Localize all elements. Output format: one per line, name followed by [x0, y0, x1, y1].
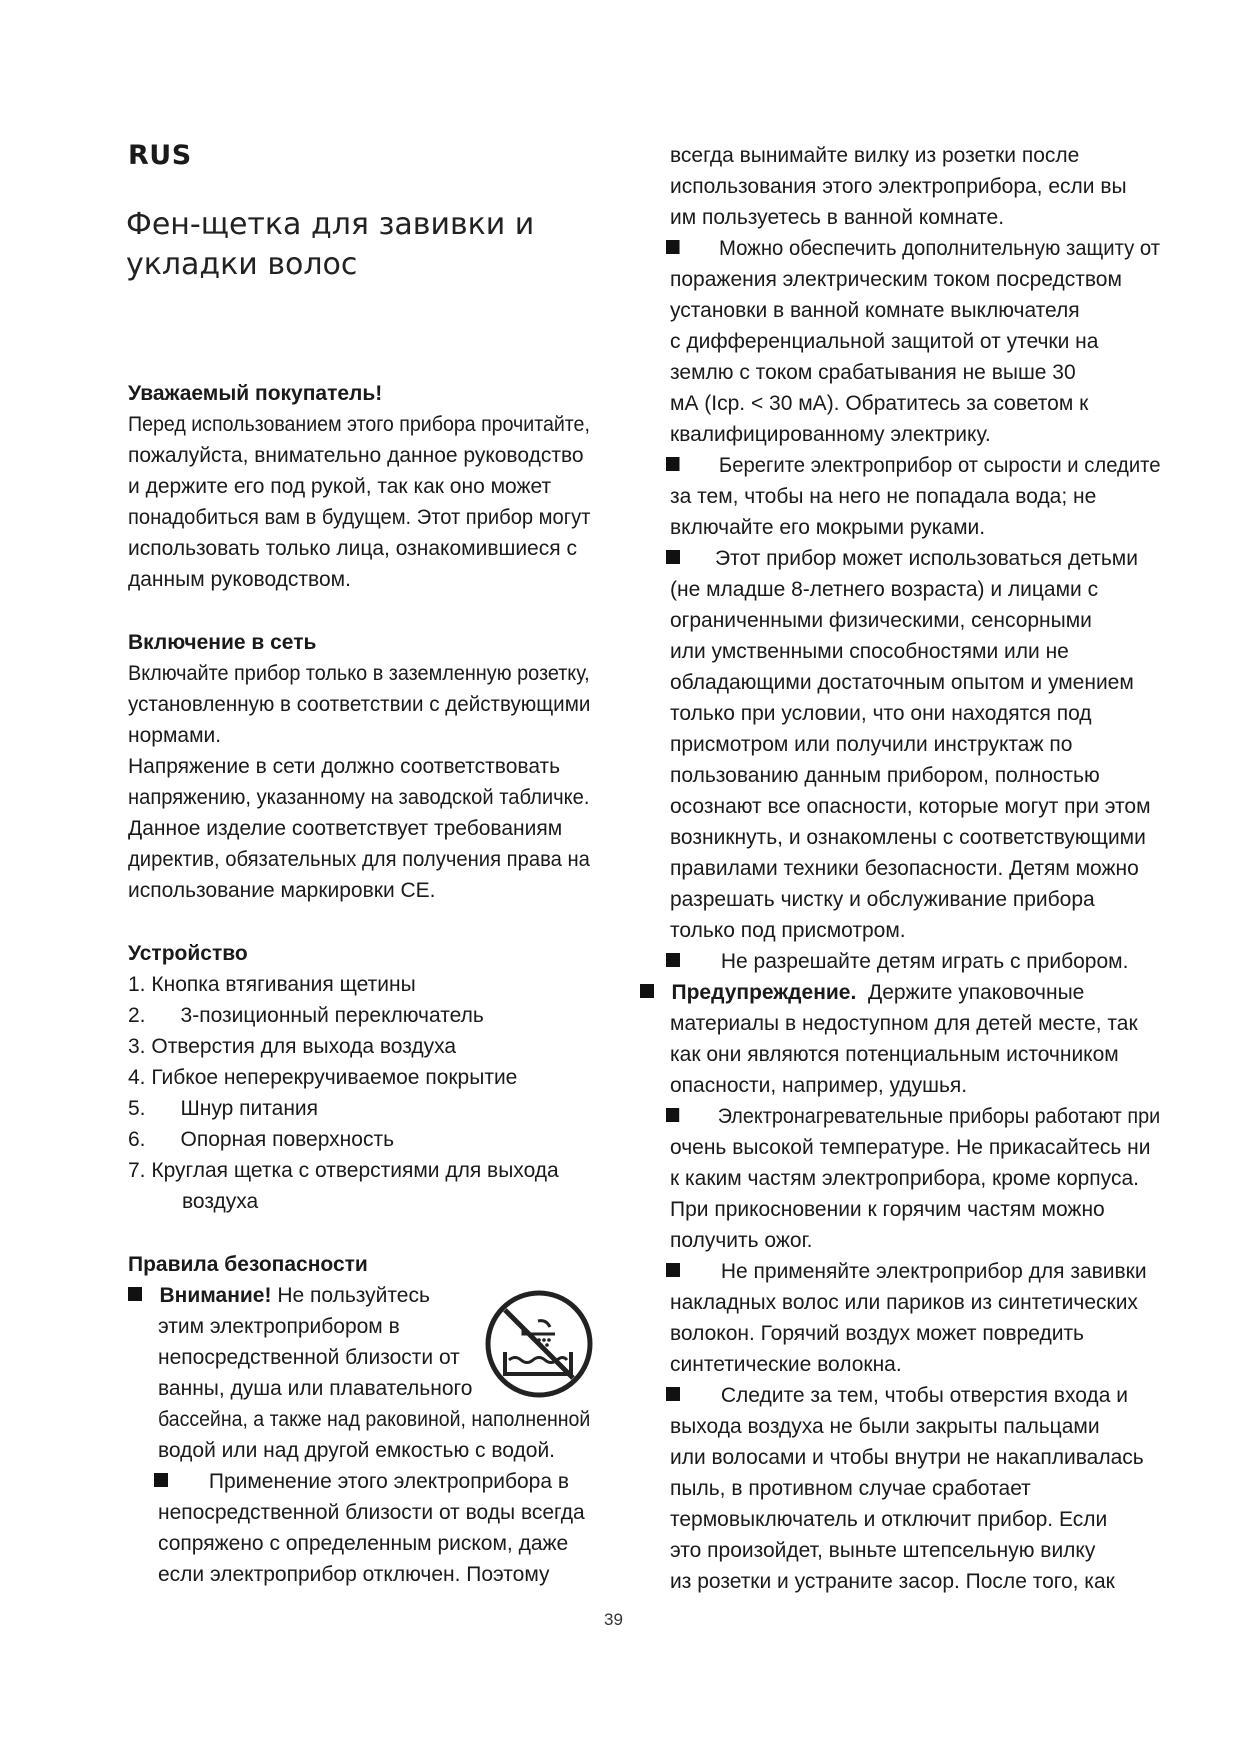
- bullet-line: Следите за тем, чтобы отверстия входа и: [666, 1380, 1128, 1411]
- paragraph-line: использовать только лица, ознакомившиеся с: [128, 537, 577, 560]
- paragraph-line: ванны, душа или плавательного: [158, 1377, 473, 1400]
- device-heading: Устройство: [128, 942, 248, 965]
- paragraph-line: пожалуйста, внимательно данное руководство: [128, 444, 584, 467]
- paragraph-line: или волосами и чтобы внутри не накапливалась: [670, 1446, 1144, 1469]
- bullet-square-icon: [666, 1263, 680, 1277]
- paragraph-line: непосредственной близости от: [158, 1346, 460, 1369]
- paragraph-line: как они являются потенциальным источником: [670, 1043, 1119, 1066]
- paragraph-line: этим электроприбором в: [158, 1315, 400, 1338]
- power-heading: Включение в сеть: [128, 631, 317, 654]
- paragraph-line: ограниченными физическими, сенсорными: [670, 609, 1092, 632]
- paragraph-line: Включайте прибор только в заземленную розетку,: [128, 662, 590, 685]
- paragraph-line: материалы в недоступном для детей месте, так: [670, 1012, 1138, 1035]
- paragraph-line: установки в ванной комнате выключателя: [670, 299, 1080, 322]
- paragraph-line: сопряжено с определенным риском, даже: [158, 1532, 569, 1555]
- paragraph-line: только под присмотром.: [670, 919, 906, 942]
- bullet-line: Не разрешайте детям играть с прибором.: [666, 946, 1128, 977]
- title-line-1: Фен-щетка для завивки и: [126, 207, 535, 242]
- paragraph-line: всегда вынимайте вилку из розетки после: [670, 144, 1080, 167]
- paragraph-line: за тем, чтобы на него не попадала вода; не: [670, 485, 1097, 508]
- safety-heading: Правила безопасности: [128, 1253, 368, 1276]
- paragraph-line: из розетки и устраните засор. После того, как: [670, 1570, 1115, 1593]
- paragraph-line: выхода воздуха не были закрыты пальцами: [670, 1415, 1100, 1438]
- paragraph-line: бассейна, а также над раковиной, наполненной: [158, 1408, 591, 1431]
- paragraph-line: пользованию данным прибором, полностью: [670, 764, 1100, 787]
- paragraph-line: данным руководством.: [128, 568, 351, 591]
- paragraph-line: правилами техники безопасности. Детям можно: [670, 857, 1139, 880]
- paragraph-line: (не младше 8-летнего возраста) и лицами с: [670, 578, 1099, 601]
- list-item: 1. Кнопка втягивания щетины: [128, 973, 416, 996]
- paragraph-line: получить ожог.: [670, 1229, 813, 1252]
- page-title: [126, 205, 606, 285]
- paragraph-line: При прикосновении к горячим частям можно: [670, 1198, 1105, 1221]
- paragraph-line: квалифицированному электрику.: [670, 423, 991, 446]
- bullet-square-icon: [640, 984, 654, 998]
- page-number: 39: [604, 1610, 623, 1629]
- bullet-square-icon: [666, 953, 680, 967]
- paragraph-line: нормами.: [128, 724, 222, 747]
- warning-line: Внимание! Не пользуйтесь: [128, 1280, 430, 1311]
- paragraph-line: накладных волос или париков из синтетических: [670, 1291, 1138, 1314]
- bullet-line: Предупреждение. Держите упаковочные: [640, 977, 1084, 1008]
- bullet-line: Берегите электроприбор от сырости и следите: [666, 450, 1161, 481]
- paragraph-line: поражения электрическим током посредством: [670, 268, 1122, 291]
- paragraph-line: мА (Icp. < 30 мА). Обратитесь за советом к: [670, 392, 1089, 415]
- paragraph-line: или умственными способностями или не: [670, 640, 1069, 663]
- paragraph-line: и держите его под рукой, так как оно может: [128, 475, 552, 498]
- list-item: 7. Круглая щетка с отверстиями для выхода: [128, 1159, 559, 1182]
- paragraph-line: напряжению, указанному на заводской табличке.: [128, 786, 590, 809]
- paragraph-line: непосредственной близости от воды всегда: [158, 1501, 585, 1524]
- paragraph-line: директив, обязательных для получения права на: [128, 848, 590, 871]
- paragraph-line: включайте его мокрыми руками.: [670, 516, 986, 539]
- list-item: 4. Гибкое неперекручиваемое покрытие: [128, 1066, 518, 1089]
- paragraph-line: опасности, например, удушья.: [670, 1074, 968, 1097]
- bullet-square-icon: [666, 240, 680, 254]
- paragraph-line: установленную в соответствии с действующими: [128, 693, 591, 716]
- paragraph-line: термовыключатель и отключит прибор. Если: [670, 1508, 1108, 1531]
- list-item-continuation: воздуха: [182, 1190, 259, 1213]
- list-item: 3. Отверстия для выхода воздуха: [128, 1035, 457, 1058]
- bullet-line: Этот прибор может использоваться детьми: [666, 543, 1138, 574]
- paragraph-line: Напряжение в сети должно соответствовать: [128, 755, 561, 778]
- bullet-square-icon: [666, 1108, 679, 1122]
- paragraph-line: понадобиться вам в будущем. Этот прибор могут: [128, 506, 591, 529]
- warning-label: Внимание!: [159, 1284, 272, 1307]
- list-item: 5. Шнур питания: [128, 1097, 319, 1120]
- paragraph-line: если электроприбор отключен. Поэтому: [158, 1563, 550, 1586]
- paragraph-line: использование маркировки CE.: [128, 879, 436, 902]
- paragraph-line: присмотром или получили инструктаж по: [670, 733, 1073, 756]
- paragraph-line: синтетические волокна.: [670, 1353, 902, 1376]
- bullet-line: Можно обеспечить дополнительную защиту от: [666, 233, 1160, 264]
- language-code: RUS: [128, 140, 192, 171]
- bullet-line: Применение этого электроприбора в: [154, 1466, 569, 1497]
- greeting-heading: Уважаемый покупатель!: [128, 382, 383, 405]
- bullet-square-icon: [154, 1473, 168, 1487]
- bullet-square-icon: [666, 550, 680, 564]
- warning-label: Предупреждение.: [671, 981, 857, 1004]
- paragraph-line: с дифференциальной защитой от утечки на: [670, 330, 1099, 353]
- paragraph-line: Перед использованием этого прибора прочитайте,: [128, 413, 590, 436]
- paragraph-line: пыль, в противном случае сработает: [670, 1477, 1031, 1500]
- list-item: 2. 3-позиционный переключатель: [128, 1004, 484, 1027]
- paragraph-line: волокон. Горячий воздух может повредить: [670, 1322, 1085, 1345]
- paragraph-line: Данное изделие соответствует требованиям: [128, 817, 563, 840]
- bullet-line: Не применяйте электроприбор для завивки: [666, 1256, 1147, 1287]
- paragraph-line: это произойдет, выньте штепсельную вилку: [670, 1539, 1096, 1562]
- paragraph-line: только при условии, что они находятся под: [670, 702, 1092, 725]
- paragraph-line: использования этого электроприбора, если вы: [670, 175, 1127, 198]
- paragraph-line: к каким частям электроприбора, кроме корпуса.: [670, 1167, 1139, 1190]
- paragraph-line: возникнуть, и ознакомлены с соответствующими: [670, 826, 1146, 849]
- title-line-2: укладки волос: [126, 247, 358, 282]
- paragraph-line: обладающими достаточным опытом и умением: [670, 671, 1134, 694]
- no-bath-icon: [483, 1288, 595, 1400]
- bullet-square-icon: [666, 1387, 680, 1401]
- bullet-square-icon: [128, 1287, 142, 1301]
- paragraph-line: разрешать чистку и обслуживание прибора: [670, 888, 1095, 911]
- paragraph-line: водой или над другой емкостью с водой.: [158, 1439, 556, 1462]
- list-item: 6. Опорная поверхность: [128, 1128, 395, 1151]
- paragraph-line: очень высокой температуре. Не прикасайтесь ни: [670, 1136, 1151, 1159]
- paragraph-line: осознают все опасности, которые могут при этом: [670, 795, 1151, 818]
- paragraph-line: им пользуетесь в ванной комнате.: [670, 206, 1005, 229]
- bullet-square-icon: [666, 457, 680, 471]
- paragraph-line: землю с током срабатывания не выше 30: [670, 361, 1076, 384]
- bullet-line: Электронагревательные приборы работают при: [666, 1101, 1160, 1132]
